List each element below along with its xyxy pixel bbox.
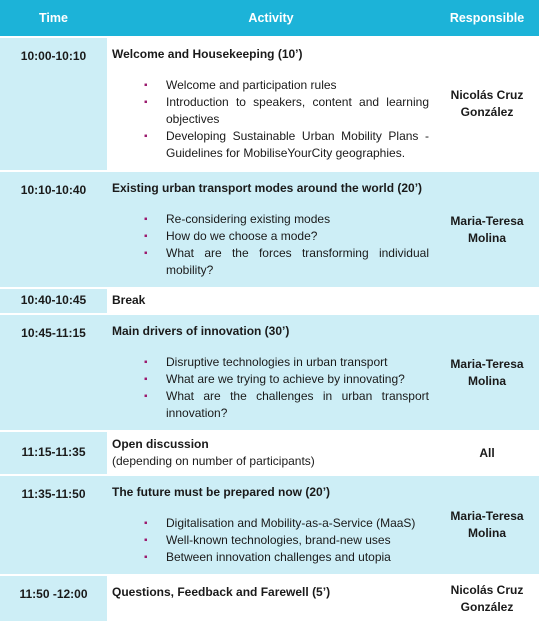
header-row — [0, 0, 539, 37]
agenda-row — [0, 171, 539, 288]
responsible-surname: González — [460, 105, 514, 119]
time-cell: 11:35-11:50 — [0, 475, 107, 575]
list-item: ▪ Between innovation challenges and utopia — [144, 549, 429, 566]
agenda-row — [0, 431, 539, 475]
responsible-surname: Molina — [468, 230, 506, 245]
responsible-name: Maria-Teresa — [450, 213, 524, 228]
agenda-row — [0, 37, 539, 171]
activity-cell — [107, 314, 435, 431]
activity-title: Break — [112, 293, 146, 307]
agenda-row — [0, 475, 539, 575]
activity-title: The future must be prepared now (20’) — [112, 485, 331, 499]
responsible-cell — [435, 314, 539, 431]
responsible-surname: González — [460, 599, 514, 614]
responsible-name: Maria-Teresa — [450, 509, 524, 523]
responsible-cell — [435, 288, 539, 314]
responsible-name: Nicolás Cruz — [450, 582, 524, 597]
list-item: ▪ Welcome and participation rules — [144, 77, 429, 94]
activity-cell — [107, 37, 435, 171]
list-item: ▪ Developing Sustainable Urban Mobility Plans - Guidelines for MobiliseYourCity geographies. — [144, 128, 429, 162]
activity-list — [112, 515, 429, 566]
activity-title: Open discussion — [112, 437, 209, 451]
responsible-cell — [435, 37, 539, 171]
responsible-cell — [435, 475, 539, 575]
header-activity: Activity — [107, 0, 435, 37]
agenda-row — [0, 314, 539, 431]
list-item: ▪ How do we choose a mode? — [144, 228, 429, 245]
responsible-cell — [435, 171, 539, 288]
header-responsible: Responsible — [435, 0, 539, 37]
activity-title: Welcome and Housekeeping (10’) — [112, 47, 303, 61]
responsible-name: All — [479, 445, 495, 460]
activity-subtitle: (depending on number of participants) — [112, 454, 315, 468]
activity-cell — [107, 431, 435, 475]
activity-list — [112, 211, 429, 279]
time-cell: 10:10-10:40 — [0, 171, 107, 288]
responsible-name: Maria-Teresa — [450, 356, 524, 371]
activity-cell — [107, 288, 435, 314]
responsible-surname: Molina — [468, 373, 506, 388]
activity-cell — [107, 575, 435, 621]
activity-cell — [107, 475, 435, 575]
list-item: ▪ Disruptive technologies in urban transport — [144, 354, 429, 371]
responsible-cell — [435, 431, 539, 475]
list-item: ▪ Introduction to speakers, content and learning objectives — [144, 94, 429, 128]
responsible-cell — [435, 575, 539, 621]
activity-list — [112, 77, 429, 162]
list-item: ▪ Digitalisation and Mobility-as-a-Service (MaaS) — [144, 515, 429, 532]
list-item: ▪ What are the forces transforming individual mobility? — [144, 245, 429, 279]
agenda-row — [0, 575, 539, 621]
list-item: ▪ Re-considering existing modes — [144, 211, 429, 228]
responsible-surname: Molina — [468, 526, 506, 540]
activity-title: Existing urban transport modes around the world (20’) — [112, 181, 423, 195]
list-item: ▪ What are we trying to achieve by innovating? — [144, 371, 429, 388]
time-cell: 10:00-10:10 — [0, 37, 107, 171]
activity-title: Questions, Feedback and Farewell (5’) — [112, 585, 331, 599]
activity-cell — [107, 171, 435, 288]
header-time: Time — [0, 0, 107, 37]
list-item: ▪ What are the challenges in urban transport innovation? — [144, 388, 429, 422]
time-cell: 11:15-11:35 — [0, 431, 107, 475]
time-cell: 10:45-11:15 — [0, 314, 107, 431]
time-cell: 10:40-10:45 — [0, 288, 107, 314]
agenda-row — [0, 288, 539, 314]
time-cell: 11:50 -12:00 — [0, 575, 107, 621]
activity-list — [112, 354, 429, 422]
activity-title: Main drivers of innovation (30’) — [112, 324, 290, 338]
responsible-name: Nicolás Cruz — [450, 88, 524, 102]
list-item: ▪ Well-known technologies, brand-new uses — [144, 532, 429, 549]
